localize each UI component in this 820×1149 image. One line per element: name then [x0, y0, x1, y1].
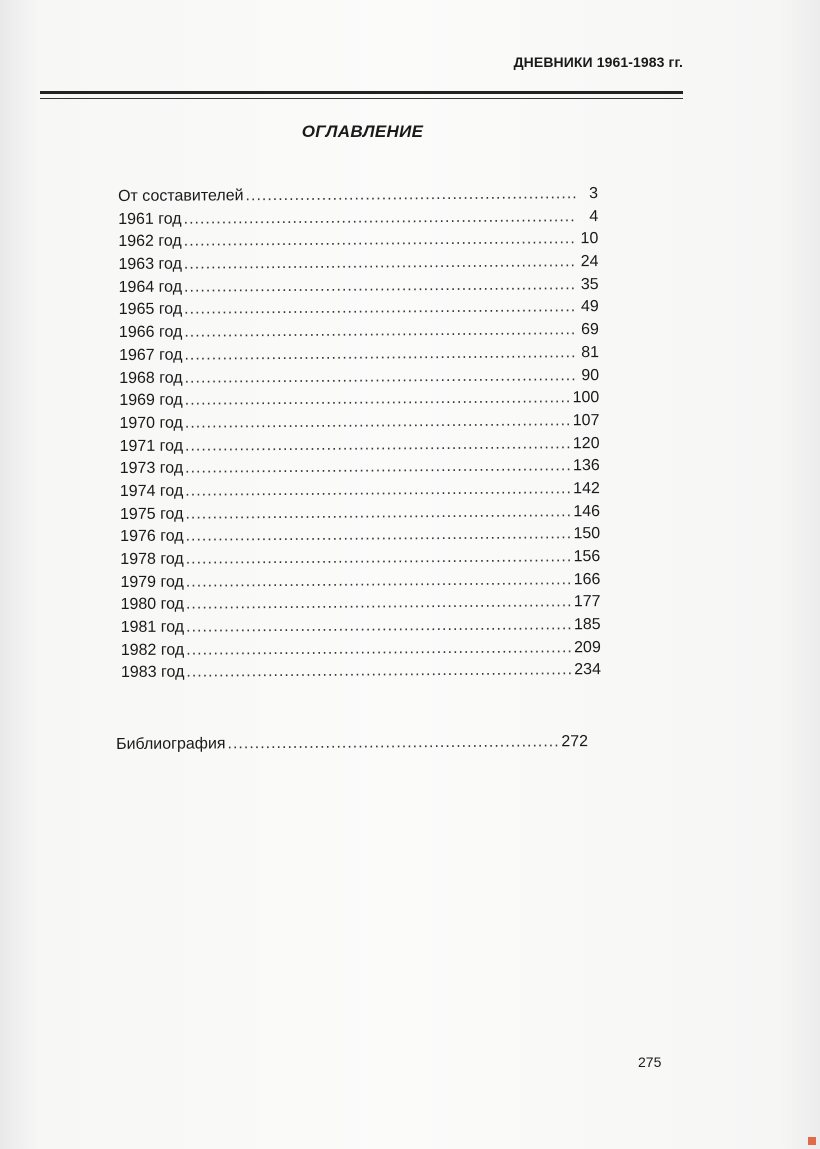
toc-entry-page: 146 — [573, 502, 601, 520]
toc-entry-page: 209 — [574, 638, 601, 656]
toc-entry-page: 166 — [573, 570, 601, 588]
toc-entry — [119, 387, 599, 413]
toc-entry-label: 1963 год — [118, 255, 182, 274]
toc-entry-page: 81 — [581, 343, 600, 361]
toc-entry — [119, 342, 599, 368]
toc-entry-label: 1966 год — [118, 323, 183, 342]
toc-entry-page: 156 — [573, 548, 601, 566]
header-rule-thick — [40, 91, 683, 94]
toc-title: ОГЛАВЛЕНИЕ — [301, 122, 424, 141]
toc-entry — [121, 659, 601, 685]
toc-entry-label: 1978 год — [120, 550, 184, 568]
toc-entry-page: 24 — [580, 253, 599, 271]
toc-leader-dots — [185, 455, 571, 479]
toc-entry-page: 4 — [589, 207, 599, 225]
toc-entry-label: 1961 год — [118, 210, 182, 228]
toc-entry-page: 142 — [573, 479, 600, 498]
toc-list — [118, 183, 601, 685]
toc-entry-page: 69 — [581, 321, 599, 339]
header-rule-thin — [40, 98, 683, 99]
toc-entry-page: 3 — [589, 185, 599, 203]
toc-leader-dots — [186, 546, 572, 570]
toc-entry — [119, 410, 599, 436]
toc-leader-dots — [186, 569, 572, 593]
toc-leader-dots — [184, 251, 577, 275]
running-head: ДНЕВНИКИ 1961-1983 гг. — [513, 54, 683, 70]
toc-entry-page: 234 — [574, 661, 602, 679]
toc-leader-dots — [186, 614, 572, 638]
toc-entry-page: 100 — [572, 389, 600, 407]
toc-entry — [121, 614, 601, 640]
toc-leader-dots — [184, 297, 577, 321]
toc-entry-label: От составителей — [118, 187, 244, 205]
toc-entry-page: 90 — [581, 366, 600, 384]
toc-leader-dots — [186, 637, 572, 661]
toc-leader-dots — [245, 183, 576, 207]
toc-entry-label: 1969 год — [119, 391, 183, 410]
toc-entry-label: 1974 год — [119, 482, 184, 500]
toc-leader-dots — [185, 524, 571, 548]
toc-leader-dots — [186, 592, 572, 616]
toc-leader-dots — [185, 365, 578, 389]
toc-entry — [121, 637, 601, 663]
toc-entry-label: 1975 год — [119, 505, 184, 523]
page-number: 275 — [638, 1054, 662, 1070]
toc-entry-label: 1980 год — [120, 595, 185, 614]
toc-entry-page: 10 — [580, 230, 599, 248]
toc-bibliography-label: Библиография — [116, 735, 226, 753]
corner-mark — [808, 1137, 816, 1145]
toc-entry-page: 107 — [572, 411, 600, 430]
toc-entry — [120, 523, 600, 549]
toc-leader-dots — [184, 319, 577, 343]
toc-leader-dots — [185, 501, 571, 525]
toc-entry — [119, 365, 599, 391]
toc-entry-label: 1968 год — [119, 369, 183, 387]
toc-entry-page: 35 — [580, 275, 599, 293]
toc-entry — [120, 433, 600, 459]
toc-entry-page: 136 — [572, 457, 600, 475]
toc-entry-page: 185 — [573, 616, 601, 634]
toc-entry-page: 120 — [572, 434, 600, 452]
toc-entry-label: 1981 год — [120, 618, 185, 637]
toc-entry-page: 49 — [580, 298, 599, 316]
toc-entry — [119, 297, 599, 323]
toc-entry — [120, 501, 600, 527]
toc-entry-label: 1979 год — [120, 573, 184, 591]
toc-leader-dots — [184, 342, 577, 366]
toc-entry-label: 1982 год — [120, 641, 185, 659]
toc-bibliography-row — [116, 731, 588, 756]
toc-entry-label: 1976 год — [120, 527, 184, 546]
toc-entry-label: 1965 год — [118, 301, 183, 319]
toc-entry — [120, 455, 600, 481]
toc-leader-dots — [185, 433, 571, 457]
toc-entry — [120, 569, 600, 595]
toc-entry-label: 1967 год — [118, 346, 183, 364]
toc-entry — [119, 274, 599, 300]
toc-entry — [118, 183, 598, 209]
toc-entry-label: 1971 год — [119, 437, 184, 455]
toc-entry — [119, 319, 599, 345]
toc-entry-label: 1964 год — [118, 278, 183, 296]
toc-leader-dots — [185, 387, 571, 411]
toc-entry — [118, 206, 598, 232]
toc-entry — [120, 591, 600, 617]
toc-leader-dots — [185, 478, 571, 502]
toc-entry — [118, 251, 598, 277]
toc-leader-dots — [184, 274, 577, 298]
toc-entry — [120, 478, 600, 504]
toc-entry-label: 1973 год — [119, 459, 184, 478]
toc-entry-page: 150 — [573, 525, 601, 543]
toc-leader-dots — [186, 660, 572, 684]
toc-entry-label: 1962 год — [118, 232, 182, 251]
toc-leader-dots — [227, 731, 559, 755]
toc-entry-page: 177 — [573, 593, 601, 611]
toc-leader-dots — [185, 410, 571, 434]
toc-entry — [118, 228, 598, 254]
toc-entry-label: 1970 год — [119, 414, 183, 432]
toc-entry — [120, 546, 600, 572]
toc-leader-dots — [184, 229, 577, 253]
toc-entry-label: 1983 год — [120, 664, 185, 682]
toc-leader-dots — [184, 206, 577, 230]
toc-bibliography-page: 272 — [561, 733, 589, 751]
